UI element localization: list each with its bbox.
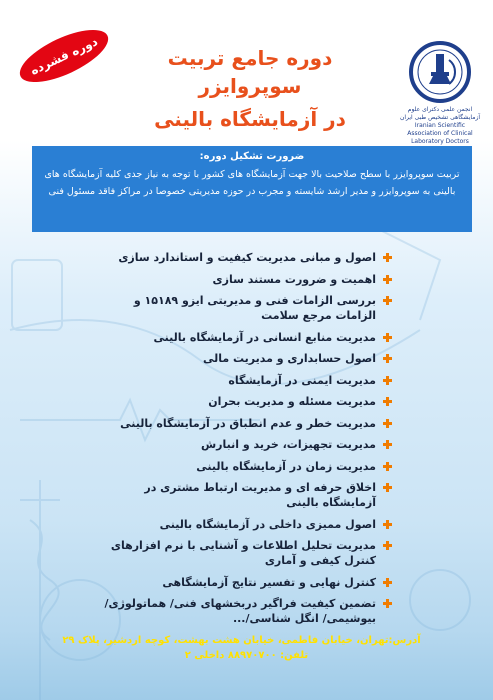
plus-bullet-icon [383,253,392,262]
list-item-text: مدیریت خطر و عدم انطباق در آزمایشگاه بالینی [120,416,376,430]
plus-bullet-icon [383,578,392,587]
list-item [92,394,392,409]
info-text: تربیت سوپروایزر با سطح صلاحیت بالا جهت آزمایشگاه های کشور با توجه به نیاز جدی کلیه آزمایشگاه های بالینی به سوپروایزر و مدیر ارشد شایسته و مجرب در حوزه مدیریتی خصوصا در مراکز فاقد مسئول فنی [44,169,460,197]
logo-caption-en: Iranian Scientific Association of Clinical Laboratory Doctors [407,122,473,145]
list-item [92,373,392,388]
plus-bullet-icon [383,440,392,449]
contact-footer [0,633,493,700]
plus-bullet-icon [383,397,392,406]
plus-bullet-icon [383,275,392,284]
title-line-1: دوره جامع تربیت سوپروایزر [167,46,333,98]
plus-bullet-icon [383,541,392,550]
list-item-text: تضمین کیفیت فراگیر دربخشهای فنی/ هماتولوژی/ بیوشیمی/ انگل شناسی/... [104,597,376,625]
list-item [92,272,392,287]
info-heading: ضرورت تشکیل دوره: [199,151,305,162]
list-item-text: اخلاق حرفه ای و مدیریت ارتباط مشتری در آزمایشگاه بالینی [144,481,376,509]
list-item-text: مدیریت تجهیزات، خرید و انبارش [200,438,376,451]
list-item [92,293,392,323]
phone-text: تلفن: ۸۸۹۷۰۷۰۰ داخلی ۲ [184,650,309,661]
title-line-2: در آزمایشگاه بالینی [154,107,346,131]
logo-caption-fa: انجمن علمی دکترای علوم آزمایشگاهی تشخیص طبی ایران [399,106,481,121]
list-item [92,351,392,366]
list-item [92,596,392,626]
list-item-text: مدیریت مسئله و مدیریت بحران [208,395,376,408]
list-item [92,575,392,590]
list-item-text: مدیریت منابع انسانی در آزمایشگاه بالینی [153,330,376,344]
list-item [92,517,392,532]
plus-bullet-icon [383,354,392,363]
list-item-text: مدیریت ایمنی در آزمایشگاه [228,373,376,387]
list-item-text: اصول حسابداری و مدیریت مالی [202,352,376,365]
list-item [92,250,392,265]
list-item-text: اصول و مبانی مدیریت کیفیت و استاندارد سازی [118,251,376,264]
plus-bullet-icon [383,599,392,608]
plus-bullet-icon [383,333,392,342]
list-item [92,416,392,431]
logo-caption [398,106,482,146]
list-item-text: اهمیت و ضرورت مستند سازی [212,272,376,286]
plus-bullet-icon [383,376,392,385]
plus-bullet-icon [383,520,392,529]
list-item [92,459,392,474]
topic-list [92,250,392,633]
course-necessity-box [32,146,472,232]
list-item-text: کنترل نهایی و تفسیر نتایج آزمایشگاهی [162,575,376,589]
list-item [92,538,392,568]
list-item-text: بررسی الزامات فنی و مدیریتی ایزو ۱۵۱۸۹ و الزامات مرجع سلامت [133,294,376,322]
list-item [92,437,392,452]
list-item [92,330,392,345]
plus-bullet-icon [383,296,392,305]
plus-bullet-icon [383,419,392,428]
page-title [120,44,380,134]
list-item-text: مدیریت تحلیل اطلاعات و آشنایی با نرم افزارهای کنترل کیفی و آماری [110,539,376,567]
badge-text: دوره فشرده [28,34,100,78]
plus-bullet-icon [383,462,392,471]
plus-bullet-icon [383,483,392,492]
list-item-text: مدیریت زمان در آزمایشگاه بالینی [196,459,376,473]
list-item [92,480,392,510]
list-item-text: اصول ممیزی داخلی در آزمایشگاه بالینی [159,517,376,531]
address-text: آدرس:تهران، خیابان فاطمی، خیابان هشت بهشت، کوچه اردشیر، پلاک ۲۹ [62,635,421,646]
